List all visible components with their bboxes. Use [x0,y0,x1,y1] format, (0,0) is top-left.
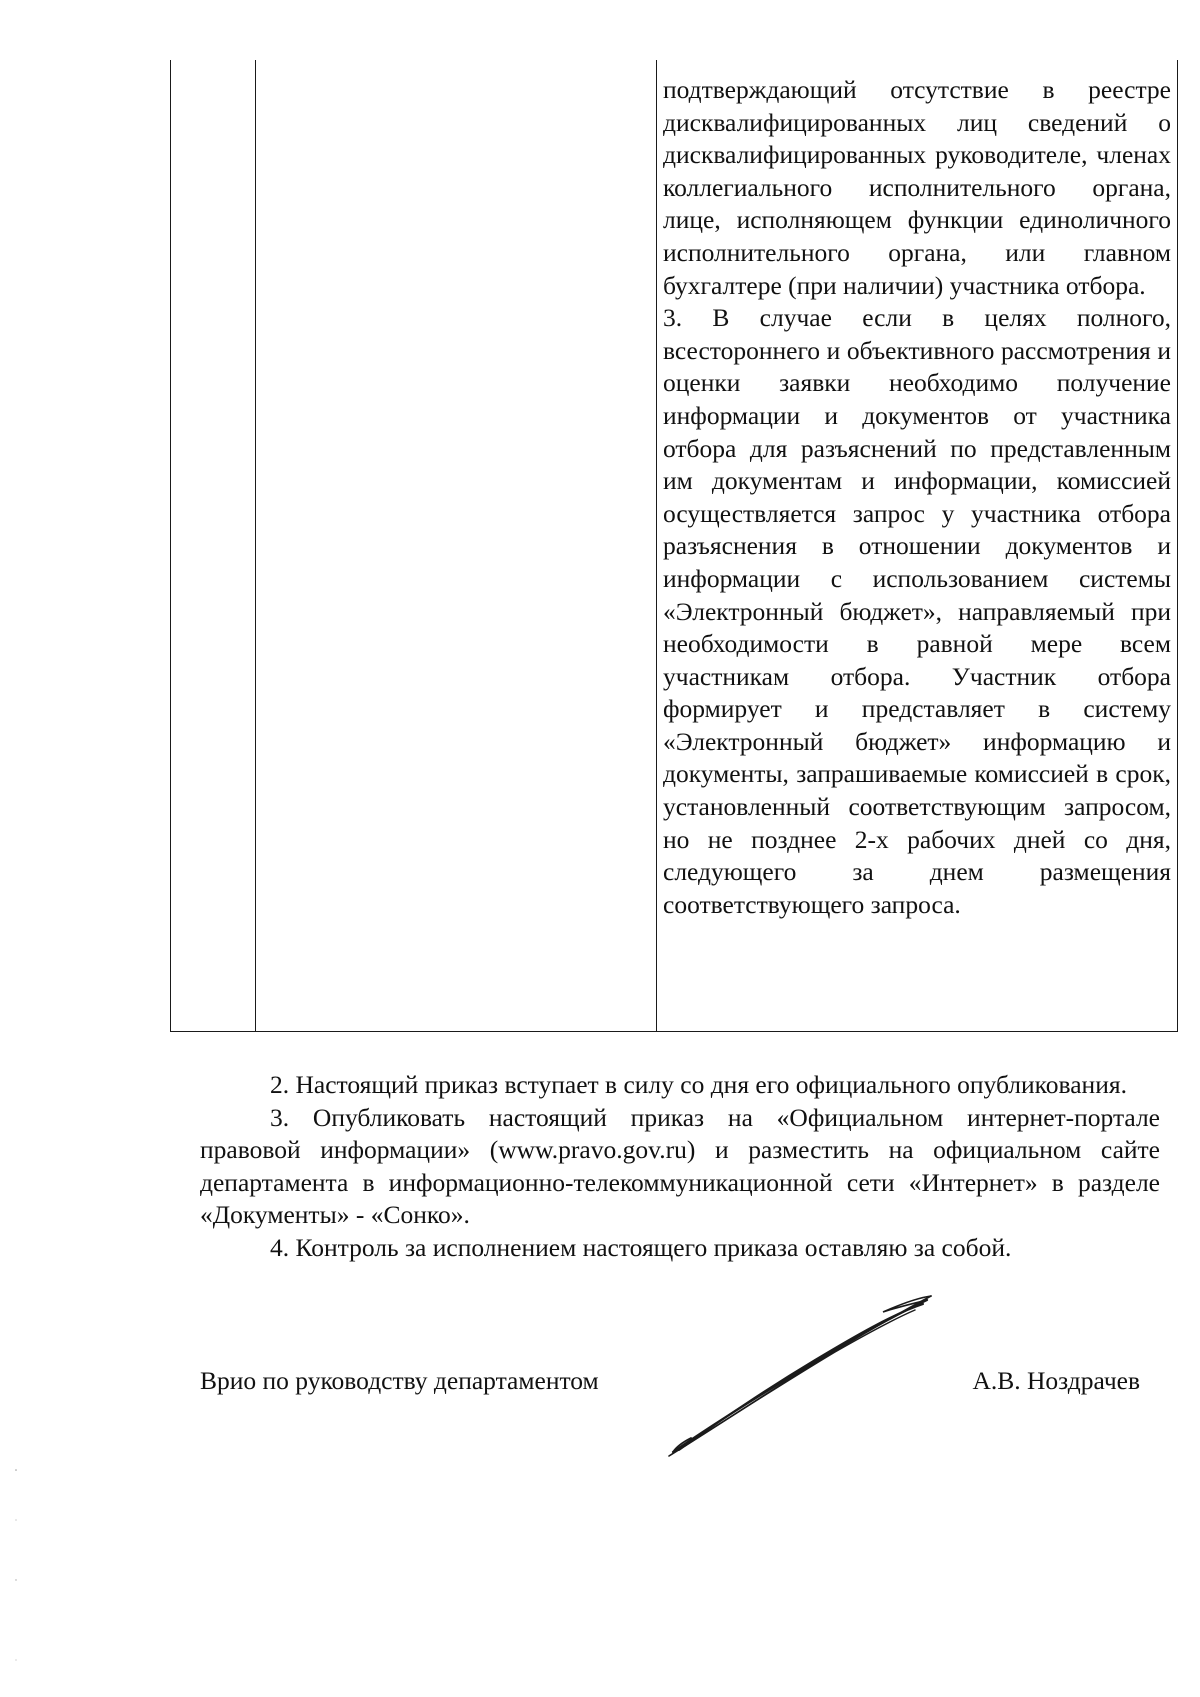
clause-2: 2. Настоящий приказ вступает в силу со дня его официального опубликования. [270,1070,1127,1099]
row-name-cell [256,60,657,1032]
row-text-paragraph-1: подтверждающий отсутствие в реестре дисквалифицированных лиц сведений о дисквалифицированных руководителе, членах коллегиального исполнительного органа, лице, исполняющем функции единоличного исполнительного органа, или главном бухгалтере (при наличии) участника отбора. [663,75,1171,300]
signer-position: Врио по руководству департаментом [200,1366,599,1395]
row-text-content [657,60,1177,921]
handwritten-signature [665,1290,935,1460]
row-text-cell [657,60,1178,1032]
signer-name: А.В. Ноздрачев [972,1366,1140,1395]
clause-4: 4. Контроль за исполнением настоящего приказа оставляю за собой. [270,1232,1012,1262]
row-text-paragraph-2: 3. В случае если в целях полного, всестороннего и объективного рассмотрения и оценки заявки необходимо получение информации и документов от участника отбора для разъяснений по представленным им документам и информации, комиссией осуществляется запрос у участника отбора разъяснения в отношении документов и информации с использованием системы «Электронный бюджет», направляемый при необходимости в равной мере всем участникам отбора. Участник отбора формирует и представляет в систему «Электронный бюджет» информацию и документы, запрашиваемые комиссией в срок, установленный соответствующим запросом, но не позднее 2-х рабочих дней со дня, следующего за днем размещения соответствующего запроса. [663,303,1171,919]
requirements-table [170,60,1178,1032]
table-row [171,60,1178,1032]
clause-3: 3. Опубликовать настоящий приказ на «Официальном интернет-портале правовой информации» (www.pravo.gov.ru) и разместить на официальном сайте департамента в информационно-телекоммуникационной сети «Интернет» в разделе «Документы» - «Сонко». [200,1102,1160,1230]
order-clauses [200,1069,1160,1265]
row-number-cell [171,60,256,1032]
scan-edge-specks [14,1460,18,1690]
